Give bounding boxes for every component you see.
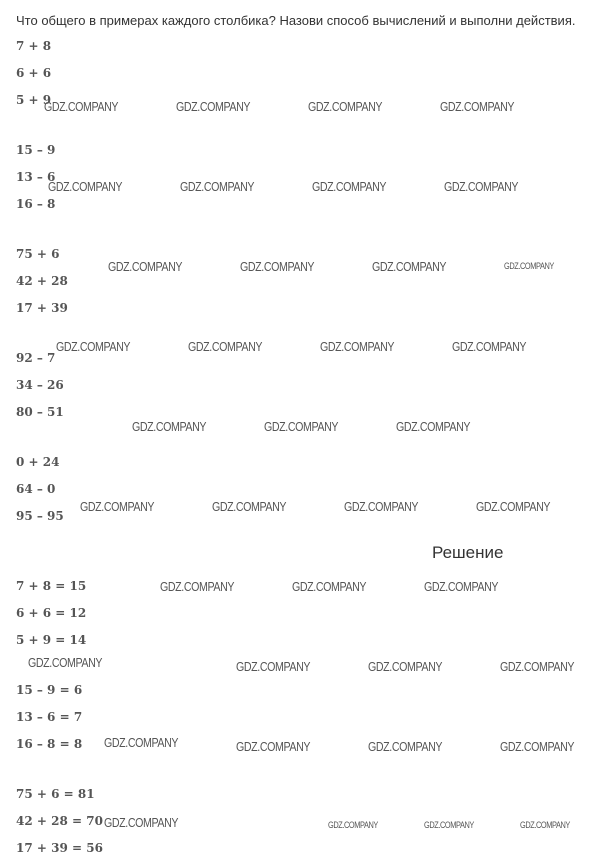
watermark: GDZ.COMPANY (176, 99, 251, 114)
watermark: GDZ.COMPANY (368, 659, 443, 674)
watermark: GDZ.COMPANY (424, 579, 499, 594)
expr-1-2: 6 + 6 (16, 66, 52, 80)
watermark: GDZ.COMPANY (212, 499, 287, 514)
solution-heading: Решение (432, 543, 504, 562)
expr-4-3: 80 – 51 (16, 405, 64, 419)
watermark: GDZ.COMPANY (240, 259, 315, 274)
watermark: GDZ.COMPANY (188, 339, 263, 354)
watermark: GDZ.COMPANY (104, 815, 179, 830)
watermark: GDZ.COMPANY (104, 735, 179, 750)
solution-1-1: 7 + 8 = 15 (16, 579, 87, 593)
watermark: GDZ.COMPANY (396, 419, 471, 434)
watermark: GDZ.COMPANY (444, 179, 519, 194)
solution-3-1: 75 + 6 = 81 (16, 787, 95, 801)
watermark: GDZ.COMPANY (500, 739, 575, 754)
watermark: GDZ.COMPANY (44, 99, 119, 114)
watermark: GDZ.COMPANY (520, 820, 570, 830)
watermark: GDZ.COMPANY (372, 259, 447, 274)
expr-1-1: 7 + 8 (16, 39, 52, 53)
watermark: GDZ.COMPANY (320, 339, 395, 354)
watermark: GDZ.COMPANY (132, 419, 207, 434)
expr-4-2: 34 – 26 (16, 378, 64, 392)
expr-5-1: 0 + 24 (16, 455, 60, 469)
watermark: GDZ.COMPANY (308, 99, 383, 114)
expr-2-3: 16 – 8 (16, 197, 56, 211)
watermark: GDZ.COMPANY (312, 179, 387, 194)
watermark: GDZ.COMPANY (180, 179, 255, 194)
watermark: GDZ.COMPANY (236, 739, 311, 754)
watermark: GDZ.COMPANY (80, 499, 155, 514)
watermark: GDZ.COMPANY (28, 655, 103, 670)
expr-5-2: 64 – 0 (16, 482, 56, 496)
watermark: GDZ.COMPANY (452, 339, 527, 354)
solution-2-2: 13 – 6 = 7 (16, 710, 83, 724)
expr-1-3: 5 + 9 (16, 93, 52, 107)
solution-2-1: 15 – 9 = 6 (16, 683, 83, 697)
watermark: GDZ.COMPANY (160, 579, 235, 594)
watermark: GDZ.COMPANY (236, 659, 311, 674)
watermark: GDZ.COMPANY (56, 339, 131, 354)
expr-2-2: 13 – 6 (16, 170, 56, 184)
watermark: GDZ.COMPANY (108, 259, 183, 274)
watermark: GDZ.COMPANY (292, 579, 367, 594)
watermark: GDZ.COMPANY (264, 419, 339, 434)
watermark: GDZ.COMPANY (440, 99, 515, 114)
solution-3-3: 17 + 39 = 56 (16, 841, 103, 855)
expr-2-1: 15 – 9 (16, 143, 56, 157)
watermark: GDZ.COMPANY (424, 820, 474, 830)
watermark: GDZ.COMPANY (476, 499, 551, 514)
watermark: GDZ.COMPANY (500, 659, 575, 674)
expr-3-2: 42 + 28 (16, 274, 68, 288)
expr-3-3: 17 + 39 (16, 301, 68, 315)
task-question: Что общего в примерах каждого столбика? Назови способ вычислений и выполни действия. (16, 13, 576, 28)
expr-5-3: 95 – 95 (16, 509, 64, 523)
watermark: GDZ.COMPANY (48, 179, 123, 194)
expr-4-1: 92 – 7 (16, 351, 56, 365)
watermark: GDZ.COMPANY (504, 261, 554, 271)
solution-1-3: 5 + 9 = 14 (16, 633, 87, 647)
solution-2-3: 16 – 8 = 8 (16, 737, 83, 751)
solution-3-2: 42 + 28 = 70 (16, 814, 103, 828)
watermark: GDZ.COMPANY (368, 739, 443, 754)
watermark: GDZ.COMPANY (344, 499, 419, 514)
expr-3-1: 75 + 6 (16, 247, 60, 261)
watermark: GDZ.COMPANY (328, 820, 378, 830)
solution-1-2: 6 + 6 = 12 (16, 606, 87, 620)
